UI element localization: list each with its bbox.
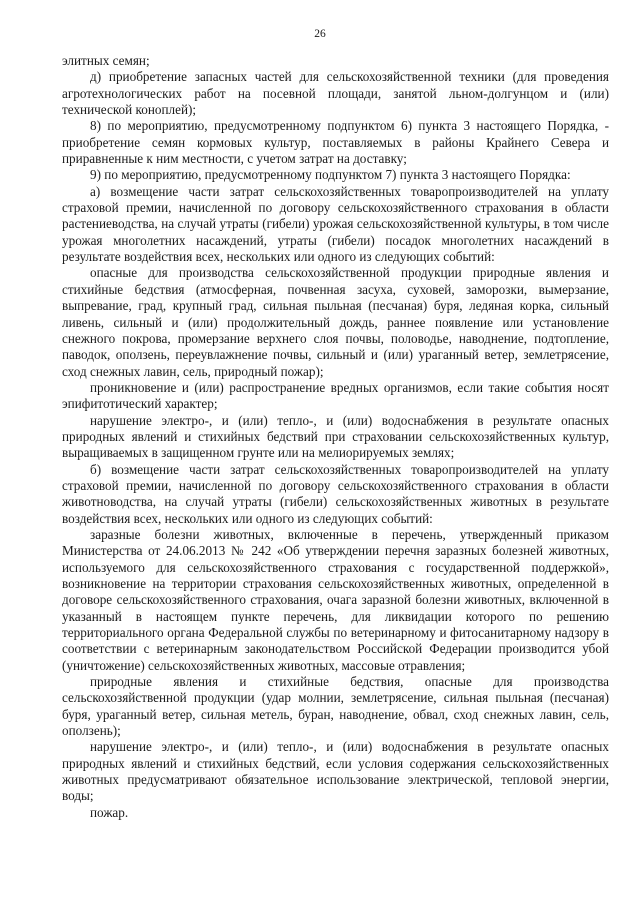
paragraph: б) возмещение части затрат сельскохозяйственных товаропроизводителей на уплату страховой премии, начисленной по договору сельскохозяйственного страхования в области животноводства, на случай утраты (гибели) сельскохозяйственных животных в результате воздействия всех, нескольких или одного из следующих событий: [62,461,609,526]
paragraph: 8) по мероприятию, предусмотренному подпунктом 6) пункта 3 настоящего Порядка, - приобретение семян кормовых культур, поставляемых в районы Крайнего Севера и приравненные к ним местности, с учетом затрат на доставку; [62,118,609,167]
paragraph: нарушение электро-, и (или) тепло-, и (или) водоснабжения в результате опасных природных явлений и стихийных бедствий при страховании сельскохозяйственных культур, выращиваемых в защищенном грунте или на мелиорируемых землях; [62,412,609,461]
paragraph: проникновение и (или) распространение вредных организмов, если такие события носят эпифитотический характер; [62,379,609,412]
document-body [62,53,609,821]
paragraph: д) приобретение запасных частей для сельскохозяйственной техники (для проведения агротехнологических работ на посевной площади, занятой льном-долгунцом и (или) технической коноплей); [62,69,609,118]
paragraph: а) возмещение части затрат сельскохозяйственных товаропроизводителей на уплату страховой премии, начисленной по договору сельскохозяйственного страхования в области растениеводства, на случай утраты (гибели) урожая сельскохозяйственной культуры, в том числе урожая многолетних насаждений, утраты (гибели) посадок многолетних насаждений в результате воздействия всех, нескольких или одного из следующих событий: [62,183,609,265]
paragraph: нарушение электро-, и (или) тепло-, и (или) водоснабжения в результате опасных природных явлений и стихийных бедствий, если условия содержания сельскохозяйственных животных предусматривают обязательное использование электрической, тепловой энергии, воды; [62,739,609,804]
paragraph: пожар. [90,804,129,820]
paragraph: опасные для производства сельскохозяйственной продукции природные явления и стихийные бедствия (атмосферная, почвенная засуха, суховей, заморозки, вымерзание, выпревание, град, крупный град, сильная пыльная (песчаная) буря, ледяная корка, сильный ливень, сильный и (или) продолжительный дождь, раннее появление или установление снежного покрова, промерзание верхнего слоя почвы, половодье, наводнение, подтопление, паводок, оползень, переувлажнение почвы, сильный и (или) ураганный ветер, землетрясение, сход снежных лавин, сель, природный пожар); [62,265,609,379]
page-number: 26 [314,28,326,40]
paragraph: элитных семян; [62,53,150,68]
paragraph: заразные болезни животных, включенные в перечень, утвержденный приказом Министерства от 24.06.2013 № 242 «Об утверждении перечня заразных болезней животных, используемого для сельскохозяйственного страхования с государственной поддержкой», возникновение на территории страхования сельскохозяйственных животных, определенной в договоре сельскохозяйственного страхования, очага заразной болезни животных, включенной в указанный в настоящем пункте перечень, для ликвидации которого по решению территориального органа Федеральной службы по ветеринарному и фитосанитарному надзору в соответствии с ветеринарным законодательством Российской Федерации производится убой (уничтожение) сельскохозяйственных животных, массовые отравления; [62,526,609,673]
paragraph: 9) по мероприятию, предусмотренному подпунктом 7) пункта 3 настоящего Порядка: [90,167,571,183]
paragraph: природные явления и стихийные бедствия, опасные для производства сельскохозяйственной продукции (удар молнии, землетрясение, сильная пыльная (песчаная) буря, ураганный ветер, сильная метель, буран, наводнение, обвал, сход снежных лавин, сель, оползень); [62,674,609,739]
